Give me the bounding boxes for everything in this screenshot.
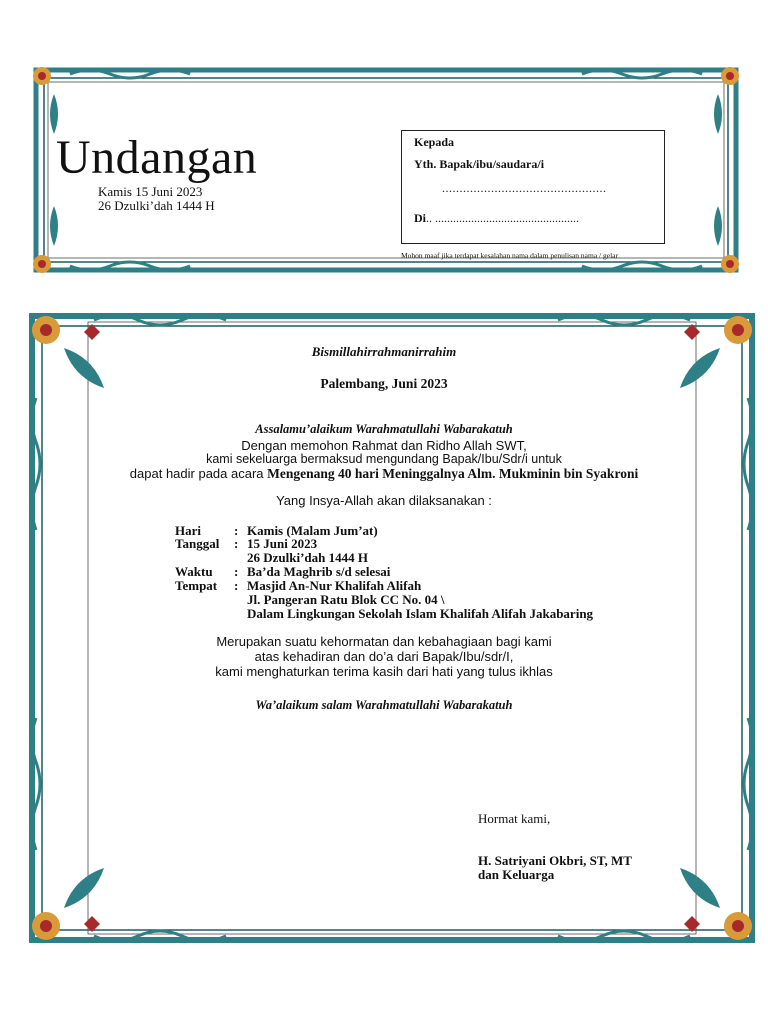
regards-line: Hormat kami,	[478, 811, 551, 826]
closing-line-1: Merupakan suatu kehormatan dan kebahagiaan bagi kami	[216, 634, 552, 649]
signer-name: H. Satriyani Okbri, ST, MT	[478, 853, 632, 868]
tempat-value-2: Jl. Pangeran Ratu Blok CC No. 04 \	[247, 592, 445, 607]
location-placeholder: .. ................................................	[426, 211, 579, 225]
gregorian-date: Kamis 15 Juni 2023	[98, 184, 203, 199]
closing-line-3: kami menghaturkan terima kasih dari hati yang tulus ikhlas	[215, 664, 553, 679]
recipient-name-placeholder: ...............................................	[442, 181, 607, 195]
tanggal-colon: :	[234, 536, 239, 551]
apology-note: Mohon maaf jika terdapat kesalahan nama dalam penulisan nama / gelar	[401, 251, 618, 260]
event-name: Mengenang 40 hari Meninggalnya Alm. Mukminin bin Syakroni	[267, 466, 639, 481]
waktu-value: Ba’da Maghrib s/d selesai	[247, 564, 391, 579]
waktu-colon: :	[234, 564, 239, 579]
tanggal-label: Tanggal	[175, 536, 220, 551]
intro-line-3	[100, 466, 668, 482]
tanggal-value: 15 Juni 2023	[247, 536, 318, 551]
corner-ornament-icon	[32, 316, 752, 940]
schedule-intro: Yang Insya-Allah akan dilaksanakan :	[276, 493, 492, 508]
intro-line-3-plain: dapat hadir pada acara	[129, 466, 268, 481]
letter-card-frame	[24, 308, 760, 948]
tempat-colon: :	[234, 578, 239, 593]
closing-salam: Wa’alaikum salam Warahmatullahi Wabarakatuh	[255, 698, 513, 712]
tempat-value-3: Dalam Lingkungan Sekolah Islam Khalifah Alifah Jakabaring	[247, 606, 594, 621]
addressee-label: Kepada	[414, 135, 455, 149]
hari-colon: :	[234, 523, 239, 538]
closing-line-2: atas kehadiran dan do’a dari Bapak/Ibu/sdr/I,	[254, 649, 514, 664]
recipient-address-box	[401, 130, 665, 244]
tempat-value-1: Masjid An-Nur Khalifah Alifah	[247, 578, 422, 593]
waktu-label: Waktu	[175, 564, 213, 579]
addressee-salutation: Yth. Bapak/ibu/saudara/i	[414, 157, 545, 171]
recipient-location-line	[414, 211, 579, 226]
intro-line-2: kami sekeluarga bermaksud mengundang Bapak/Ibu/Sdr/i untuk	[206, 452, 562, 466]
opening-salam: Assalamu’alaikum Warahmatullahi Wabarakatuh	[255, 422, 513, 436]
tempat-label: Tempat	[175, 578, 218, 593]
intro-line-1: Dengan memohon Rahmat dan Ridho Allah SWT,	[241, 438, 527, 453]
location-label: Di	[414, 211, 426, 225]
invitation-title: Undangan	[56, 131, 258, 184]
tanggal-hijri-value: 26 Dzulki’dah 1444 H	[247, 550, 368, 565]
hijri-date: 26 Dzulki’dah 1444 H	[98, 198, 215, 213]
bismillah-heading: Bismillahirrahmanirrahim	[311, 344, 457, 359]
place-date: Palembang, Juni 2023	[320, 376, 448, 391]
ornamental-border	[24, 308, 760, 948]
signer-family: dan Keluarga	[478, 867, 555, 882]
hari-value: Kamis (Malam Jum’at)	[247, 523, 378, 538]
hari-label: Hari	[175, 523, 201, 538]
